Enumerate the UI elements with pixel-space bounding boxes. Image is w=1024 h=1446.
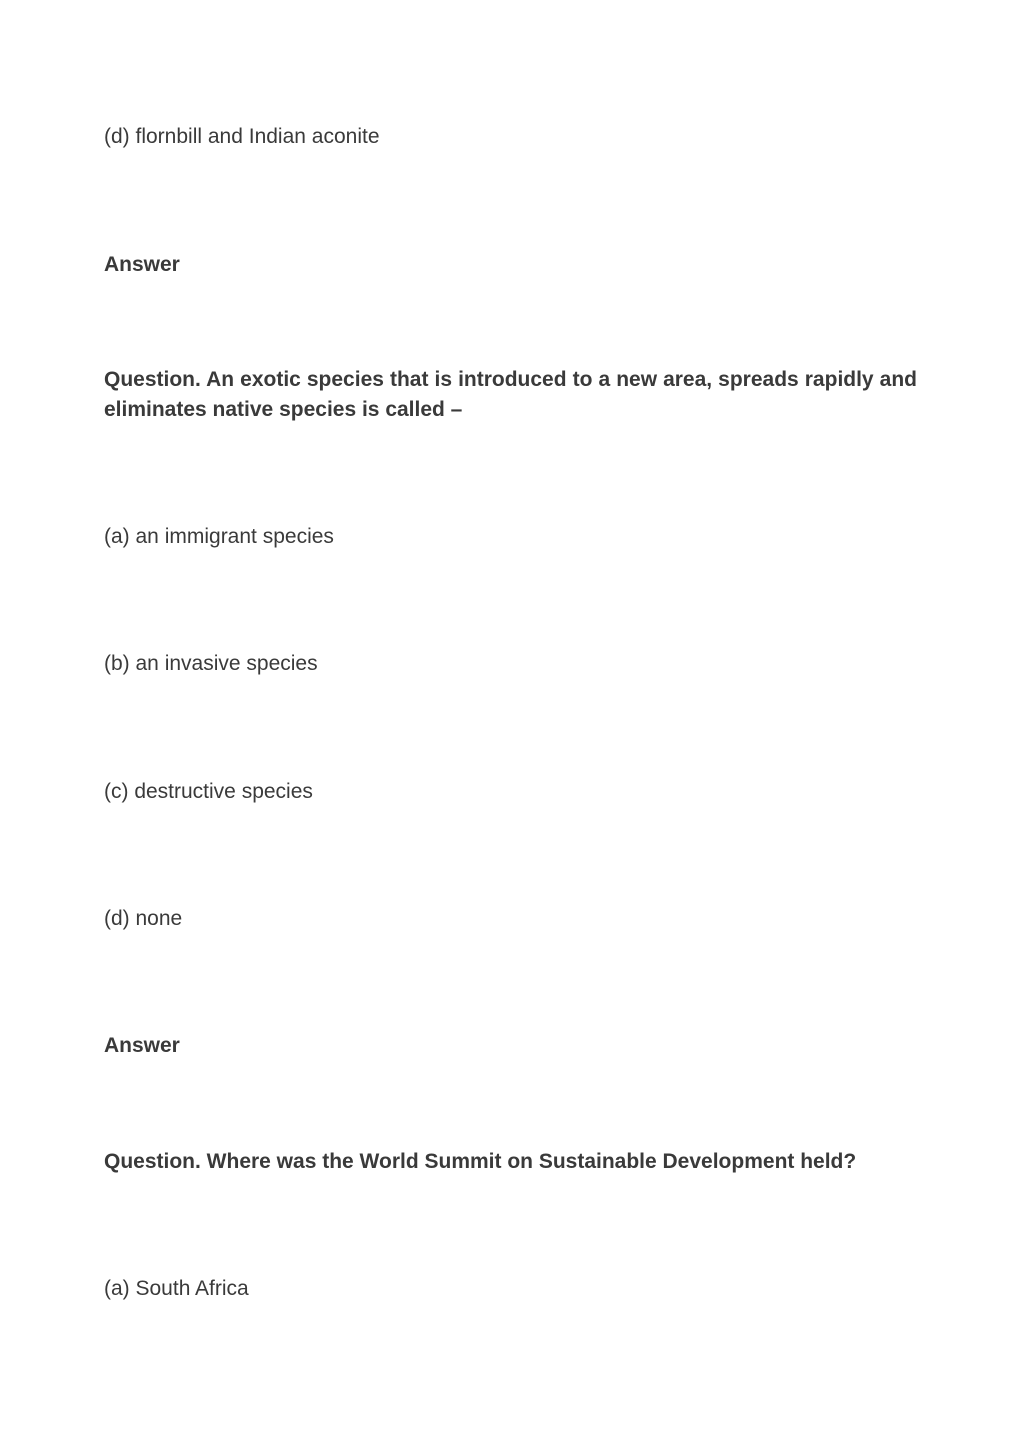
option-d-none: (d) none [104, 907, 183, 930]
option-d-flornbill: (d) flornbill and Indian aconite [104, 125, 380, 148]
question-exotic-species: Question. An exotic species that is introduced to a new area, spreads rapidly and eliminates native species is called – [104, 368, 917, 421]
option-b-invasive: (b) an invasive species [104, 652, 318, 675]
option-c-destructive: (c) destructive species [104, 780, 313, 803]
option-a-south-africa: (a) South Africa [104, 1277, 249, 1300]
option-a-immigrant: (a) an immigrant species [104, 525, 334, 548]
answer-label: Answer [104, 253, 180, 276]
question-world-summit: Question. Where was the World Summit on Sustainable Development held? [104, 1150, 857, 1173]
answer-label: Answer [104, 1034, 180, 1057]
